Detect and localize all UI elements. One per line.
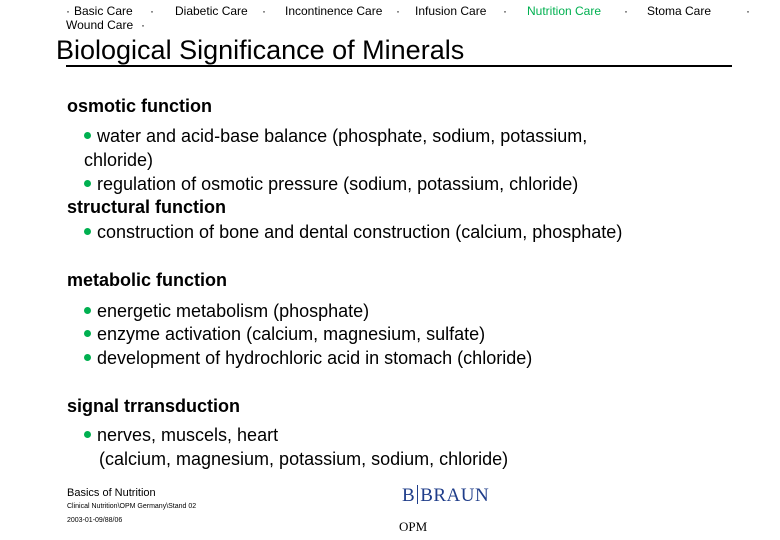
- bullet-text: energetic metabolism (phosphate): [97, 301, 370, 321]
- bullet-dot-icon: [84, 307, 91, 314]
- section-heading-metabolic: metabolic function: [67, 270, 228, 290]
- bullet-item: [84, 173, 578, 195]
- nav-item-diabetic-care[interactable]: Diabetic Care: [175, 4, 248, 18]
- bullet-item: [84, 125, 587, 147]
- nav-separator: ·: [150, 4, 154, 18]
- bullet-text: water and acid-base balance (phosphate, sodium, potassium,: [97, 126, 588, 146]
- nav-item-stoma-care[interactable]: Stoma Care: [647, 4, 712, 18]
- section-heading-structural: structural function: [67, 197, 227, 217]
- slide-title: Biological Significance of Minerals: [56, 35, 465, 65]
- logo-right-text: BRAUN: [420, 485, 490, 506]
- bullet-item: [84, 424, 278, 446]
- bullet-dot-icon: [84, 132, 91, 139]
- logo-left-text: B: [402, 485, 416, 506]
- nav-item-infusion-care[interactable]: Infusion Care: [415, 4, 487, 18]
- footer-department: Clinical Nutrition\OPM Germany\Stand 02: [67, 503, 197, 510]
- bullet-text: regulation of osmotic pressure (sodium, potassium, chloride): [97, 174, 579, 194]
- bullet-item: [84, 347, 532, 369]
- nav-separator: ·: [262, 4, 266, 18]
- bullet-continuation: chloride): [84, 150, 154, 170]
- nav-item-basic-care[interactable]: Basic Care: [74, 4, 133, 18]
- bullet-dot-icon: [84, 330, 91, 337]
- nav-item-incontinence-care[interactable]: Incontinence Care: [285, 4, 383, 18]
- nav-separator: ·: [396, 4, 400, 18]
- bullet-text: development of hydrochloric acid in stomach (chloride): [97, 348, 533, 368]
- nav-item-nutrition-care[interactable]: Nutrition Care: [527, 4, 602, 18]
- bullet-item: [84, 221, 622, 243]
- title-underline: [66, 65, 732, 67]
- bullet-text: enzyme activation (calcium, magnesium, sulfate): [97, 324, 486, 344]
- bullet-continuation: (calcium, magnesium, potassium, sodium, chloride): [99, 449, 509, 469]
- bbraun-logo: [402, 485, 489, 507]
- bullet-text: nerves, muscels, heart: [97, 425, 279, 445]
- footer-date: 2003-01-09/88/06: [67, 517, 123, 524]
- nav-separator: ·: [746, 4, 750, 18]
- bullet-dot-icon: [84, 431, 91, 438]
- bullet-item: [84, 300, 369, 322]
- footer-opm: OPM: [399, 519, 428, 534]
- nav-item-wound-care[interactable]: Wound Care: [66, 18, 134, 32]
- bullet-item: [84, 323, 485, 345]
- bullet-text: construction of bone and dental construction (calcium, phosphate): [97, 222, 623, 242]
- section-heading-signal: signal trransduction: [67, 396, 241, 416]
- bullet-dot-icon: [84, 354, 91, 361]
- nav-separator: ·: [66, 4, 70, 18]
- bullet-dot-icon: [84, 180, 91, 187]
- bullet-dot-icon: [84, 228, 91, 235]
- footer-course-title: Basics of Nutrition: [67, 487, 156, 499]
- logo-divider: [417, 485, 418, 504]
- nav-separator: ·: [141, 18, 145, 32]
- nav-separator: ·: [503, 4, 507, 18]
- nav-separator: ·: [624, 4, 628, 18]
- section-heading-osmotic: osmotic function: [67, 96, 212, 116]
